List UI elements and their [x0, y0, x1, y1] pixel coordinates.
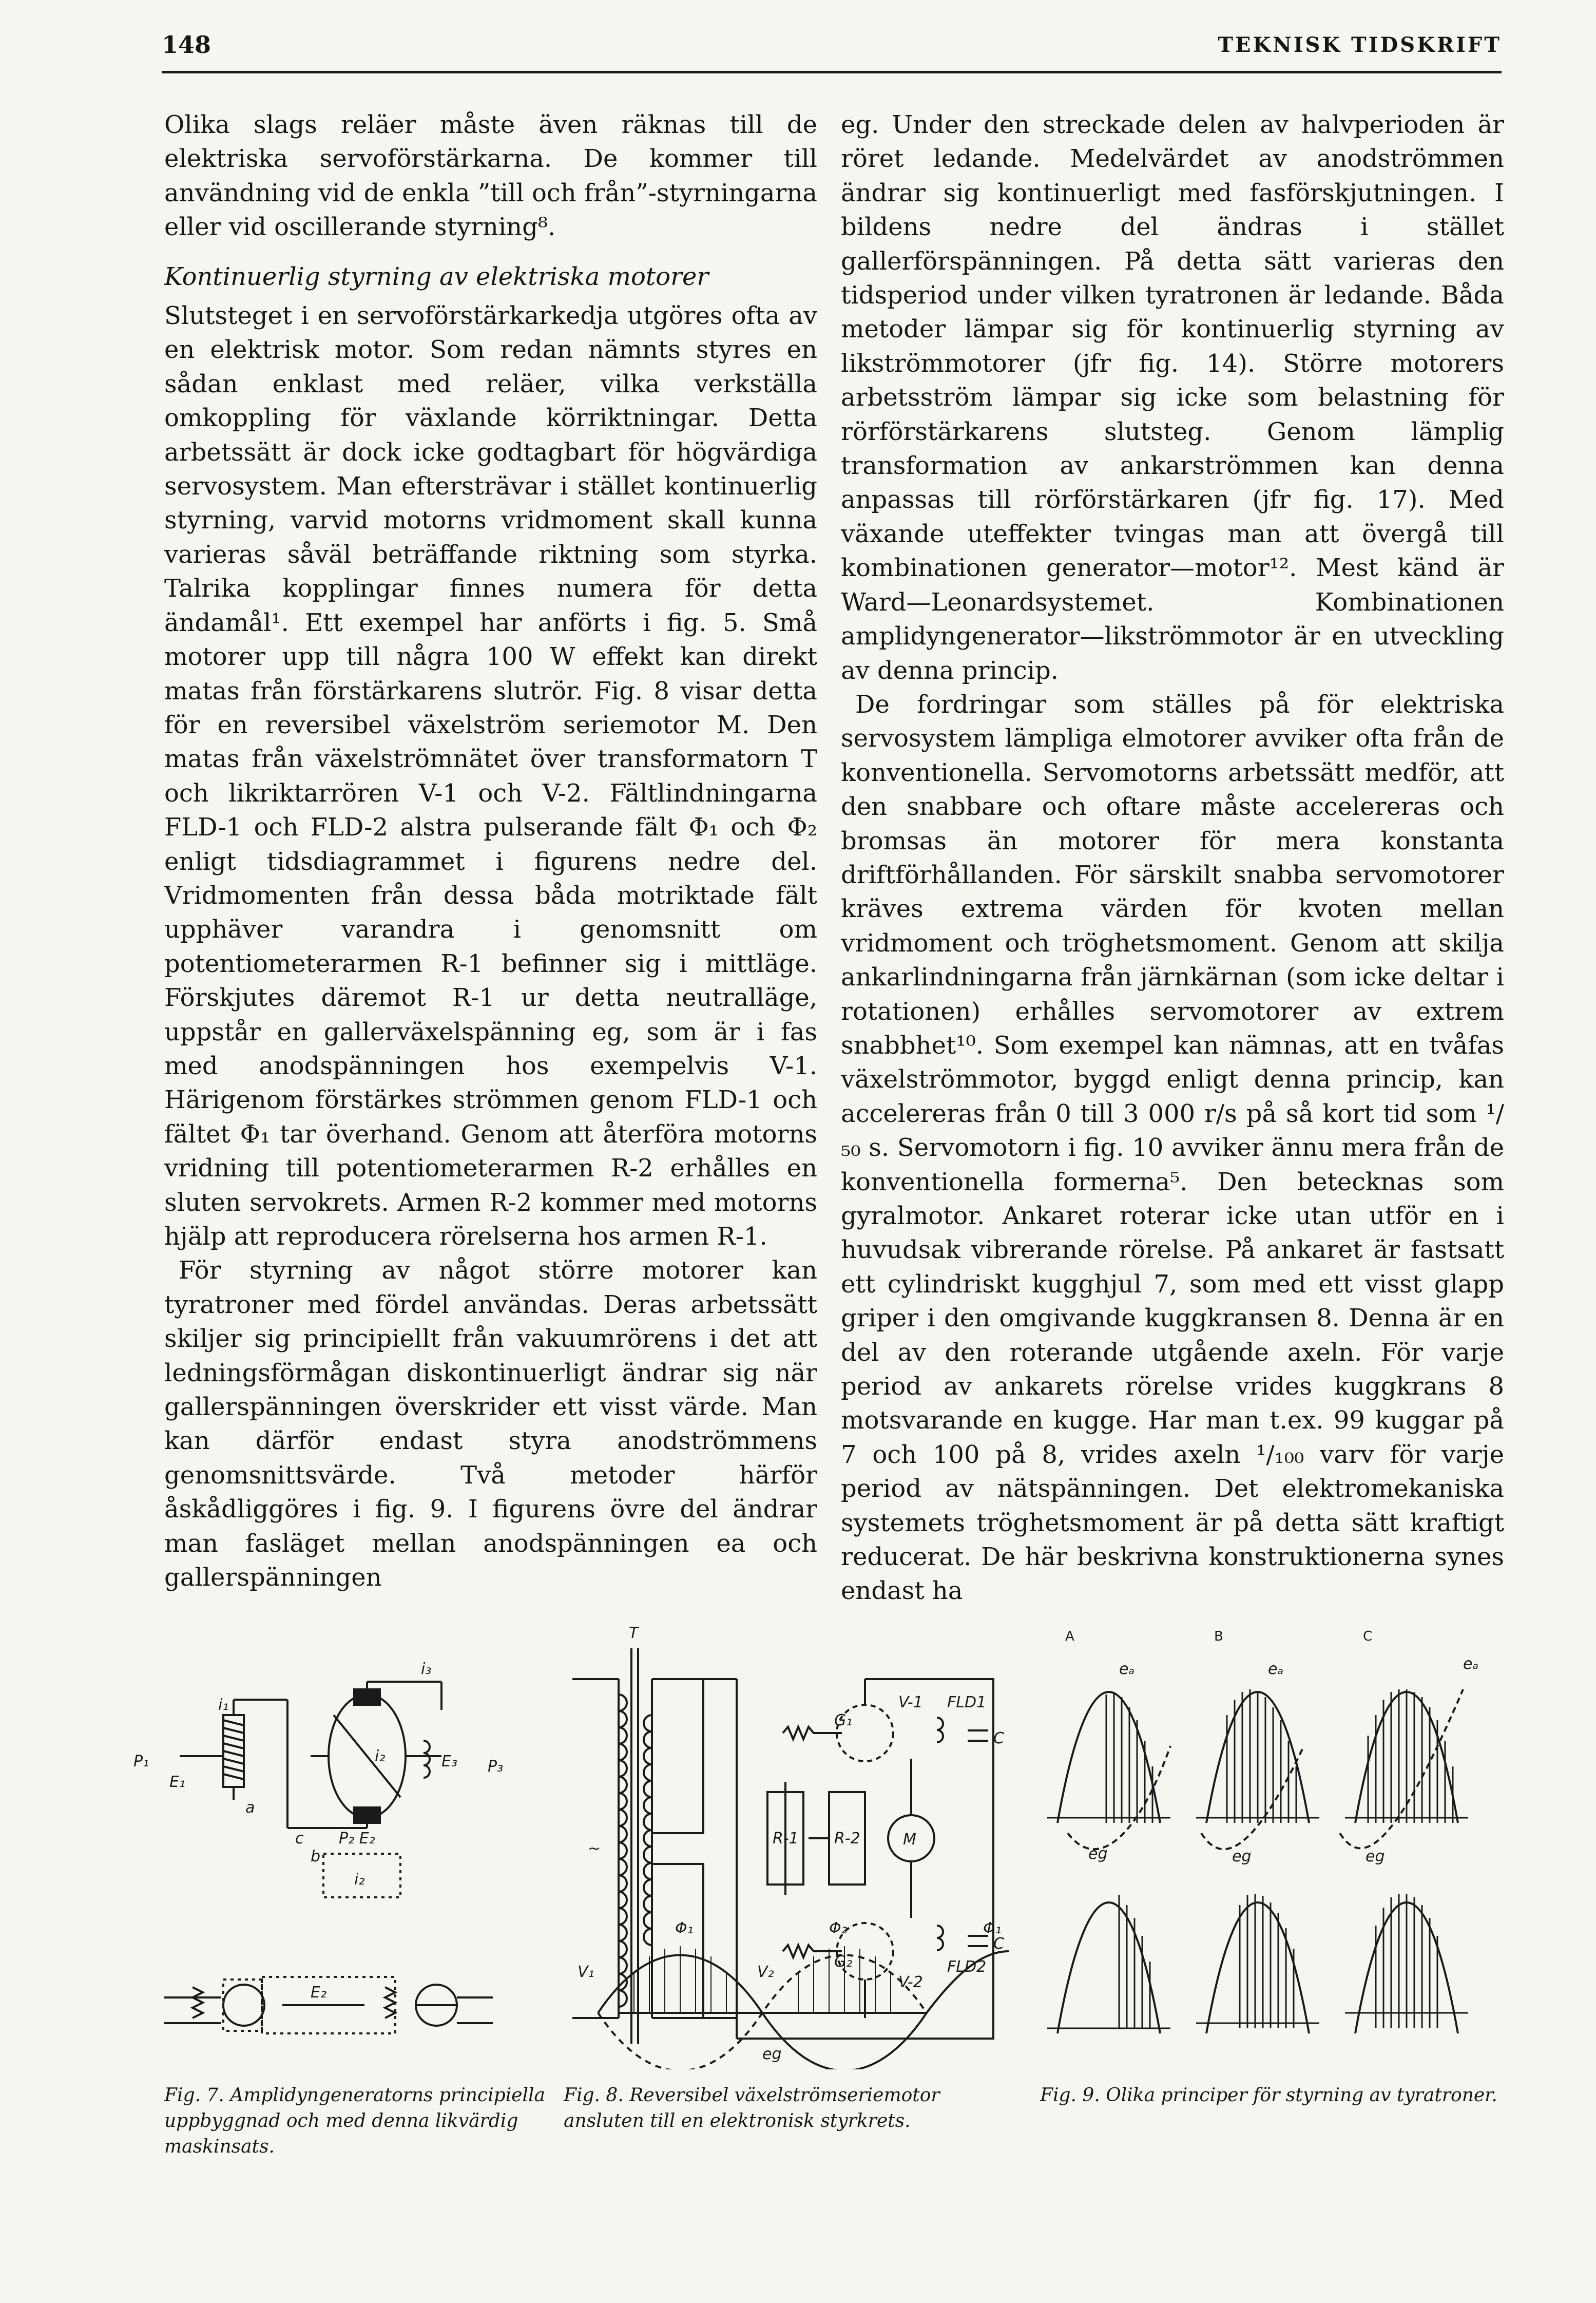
fig8-label-g1: G₁: [834, 1711, 853, 1729]
fig7-label-p1: P₁: [133, 1753, 149, 1771]
fig7-label-a: a: [245, 1799, 255, 1817]
journal-title: TEKNISK TIDSKRIFT: [1218, 33, 1502, 57]
fig7-label-i2: i₂: [375, 1747, 386, 1765]
fig7-label-i3: i₃: [421, 1660, 432, 1678]
figure-9-caption: Fig. 9. Olika principer för styrning av tyratroner.: [1040, 2085, 1497, 2106]
fig9-label-ea-3: eₐ: [1463, 1655, 1479, 1673]
fig8-label-r2: R-2: [834, 1830, 860, 1848]
fig7-label-e1: E₁: [169, 1773, 185, 1791]
figure-8: [557, 1617, 1029, 2069]
left-paragraph-2: Slutsteget i en servoförstärkarkedja utgöres ofta av en elektrisk motor. Som redan nämnts styres en sådan enklast med reläer, vilka verkställa omkoppling för växlande körriktningar. Detta arbetssätt är dock icke godtagbart för högvärdiga servosystem. Man eftersträvar i stället kontinuerlig styrning, varvid motorns vridmoment skall kunna varieras såväl beträffande riktning som styrka. Talrika kopplingar finnes numera för detta ändamål¹. Ett exempel har anförts i fig. 5. Små motorer upp till några 100 W effekt kan direkt matas från förstärkarens slutrör. Fig. 8 visar detta för en reversibel växelström seriemotor M. Den matas från växelströmnätet över transformatorn T och likriktarrören V-1 och V-2. Fältlindningarna FLD-1 och FLD-2 alstra pulserande fält Φ₁ och Φ₂ enligt tidsdiagrammet i figurens nedre del. Vridmomenten från dessa båda motriktade fält upphäver varandra i genomsnitt om potentiometerarmen R-1 befinner sig i mittläge. Förskjutes däremot R-1 ur detta neutralläge, uppstår en gallerväxelspänning eg, som är i fas med anodspänningen hos exempelvis V-1. Härigenom förstärkes strömmen genom FLD-1 och fältet Φ₁ tar överhand. Genom att återföra motorns vridning till potentiometerarmen R-2 erhålles en sluten servokrets. Armen R-2 kommer med motorns hjälp att reproducera rörelserna hos armen R-1.: [164, 301, 817, 1251]
fig8-label-g2: G₂: [834, 1953, 853, 1971]
fig9-label-eg-1: eg: [1088, 1845, 1108, 1863]
right-paragraph-1: eg. Under den streckade delen av halvperioden är röret ledande. Medelvärdet av anodströmmen ändrar sig kontinuerligt med fasförskjutningen. I bildens nedre del ändras i stället gallerförspänningen. På detta sätt varieras den tidsperiod under vilken tyratronen är ledande. Båda metoder lämpar sig för kontinuerlig styrning av likströmmotorer (jfr fig. 14). Större motorers arbetsström lämpar sig icke som belastning för rörförstärkarens slutsteg. Genom lämplig transformation av ankarströmmen kan denna anpassas till rörförstärkaren (jfr fig. 17). Med växande uteffekter tvingas man att övergå till kombinationen generator—motor¹². Mest känd är Ward—Leonardsystemet. Kombinationen amplidyngenerator—likströmmotor är en utveckling av denna princip.: [841, 110, 1504, 685]
fig8-label-t: T: [629, 1624, 639, 1642]
figure-7: [118, 1617, 554, 2069]
figure-7-diagram: [118, 1617, 554, 2069]
header-rule: [162, 71, 1502, 73]
fig8-label-fld1: FLD1: [947, 1693, 987, 1711]
fig8-label-v1w: V₁: [578, 1963, 594, 1981]
fig8-label-phi1b: Φ₁: [983, 1919, 1002, 1937]
fig9-label-a: A: [1065, 1629, 1074, 1644]
fig9-label-eg-3: eg: [1366, 1848, 1385, 1866]
fig9-label-ea-1: eₐ: [1119, 1660, 1135, 1678]
fig8-label-tilde: ~: [588, 1840, 601, 1858]
fig8-label-v1: V-1: [898, 1693, 923, 1711]
fig8-label-phi1: Φ₁: [675, 1919, 694, 1937]
figure-8-caption: Fig. 8. Reversibel växelströmseriemotor ansluten till en elektronisk styrkrets.: [564, 2085, 940, 2131]
fig8-label-c2: C: [993, 1935, 1004, 1953]
fig9-label-ea-2: eₐ: [1268, 1660, 1284, 1678]
left-paragraph-3: För styrning av något större motorer kan tyratroner med fördel användas. Deras arbetssätt skiljer sig principiellt från vakuumrörens i det att ledningsförmågan diskontinuerligt ändrar sig när gallerspänningen överskrider ett visst värde. Man kan därför endast styra anodströmmens genomsnittsvärde. Två metoder härför åskådliggöres i fig. 9. I figurens övre del ändrar man fasläget mellan anodspänningen ea och gallerspänningen: [164, 1256, 817, 1592]
fig8-label-eg: eg: [762, 2045, 782, 2063]
fig8-label-v2: V-2: [898, 1973, 923, 1991]
figure-9-diagram: [1047, 1617, 1509, 2069]
figure-8-diagram: [557, 1617, 1029, 2069]
fig7-label-p2e2: P₂ E₂: [339, 1830, 375, 1848]
fig7-label-e3: E₃: [441, 1753, 457, 1771]
right-paragraph-2: De fordringar som ställes på för elektriska servosystem lämpliga elmotorer avviker ofta från de konventionella. Servomotorns arbetssätt medför, att den snabbare och oftare måste accelereras och bromsas än motorer för mera konstanta driftförhållanden. För särskilt snabba servomotorer kräves extrema värden för kvoten mellan vridmoment och tröghetsmoment. Genom att skilja ankarlindningarna från järnkärnan (som icke deltar i rotationen) erhålles servomotorer av extrem snabbhet¹⁰. Som exempel kan nämnas, att en tvåfas växelströmmotor, byggd enligt denna princip, kan accelereras från 0 till 3 000 r/s på så kort tid som ¹/₅₀ s. Servomotorn i fig. 10 avviker ännu mera från de konventionella formerna⁵. Den betecknas som gyralmotor. Ankaret roterar icke utan utför en i huvudsak vibrerande rörelse. På ankaret är fastsatt ett cylindriskt kugghjul 7, som med ett visst glapp griper i den omgivande kuggkransen 8. Denna är en del av den roterande utgående axeln. För varje period av ankarets rörelse vrides kuggkrans 8 motsvarande en kugge. Har man t.ex. 99 kuggar på 7 och 100 på 8, vrides axeln ¹/₁₀₀ varv för varje period av nätspänningen. Det elektromekaniska systemets tröghetsmoment är på detta sätt kraftigt reducerat. De här beskrivna konstruktionerna synes endast ha: [841, 690, 1504, 1606]
fig8-label-phi2: Φ₂: [829, 1919, 848, 1937]
fig7-label-i2b: i₂: [354, 1871, 365, 1889]
left-column: [164, 108, 817, 1594]
figure-9: [1047, 1617, 1509, 2069]
fig7-label-i1: i₁: [218, 1696, 229, 1714]
fig7-label-c: c: [295, 1830, 304, 1848]
right-column: [841, 108, 1504, 1608]
page-header: [162, 27, 1502, 73]
left-paragraph-1: Olika slags reläer måste även räknas till de elektriska servoförstärkarna. De kommer till användning vid de enkla ”till och från”-styrningarna eller vid oscillerande styrning⁸.: [164, 110, 817, 242]
fig7-label-b: b: [311, 1848, 321, 1866]
fig8-label-fld2: FLD2: [947, 1958, 987, 1976]
fig8-label-r1: R-1: [773, 1830, 799, 1848]
fig7-label-e2: E₂: [311, 1984, 326, 2002]
fig8-label-v2w: V₂: [757, 1963, 774, 1981]
fig9-label-b: B: [1214, 1629, 1223, 1644]
fig7-label-p3: P₃: [488, 1758, 504, 1776]
fig9-label-eg-2: eg: [1232, 1848, 1252, 1866]
section-heading: Kontinuerlig styrning av elektriska motorer: [164, 262, 709, 291]
figure-7-caption: Fig. 7. Amplidyngeneratorns principiella uppbyggnad och med denna likvärdig maskinsats.: [164, 2085, 545, 2157]
page-number: 148: [162, 31, 211, 59]
fig8-label-c1: C: [993, 1729, 1004, 1747]
fig8-label-m: M: [903, 1831, 916, 1849]
fig9-label-c: C: [1363, 1629, 1373, 1644]
